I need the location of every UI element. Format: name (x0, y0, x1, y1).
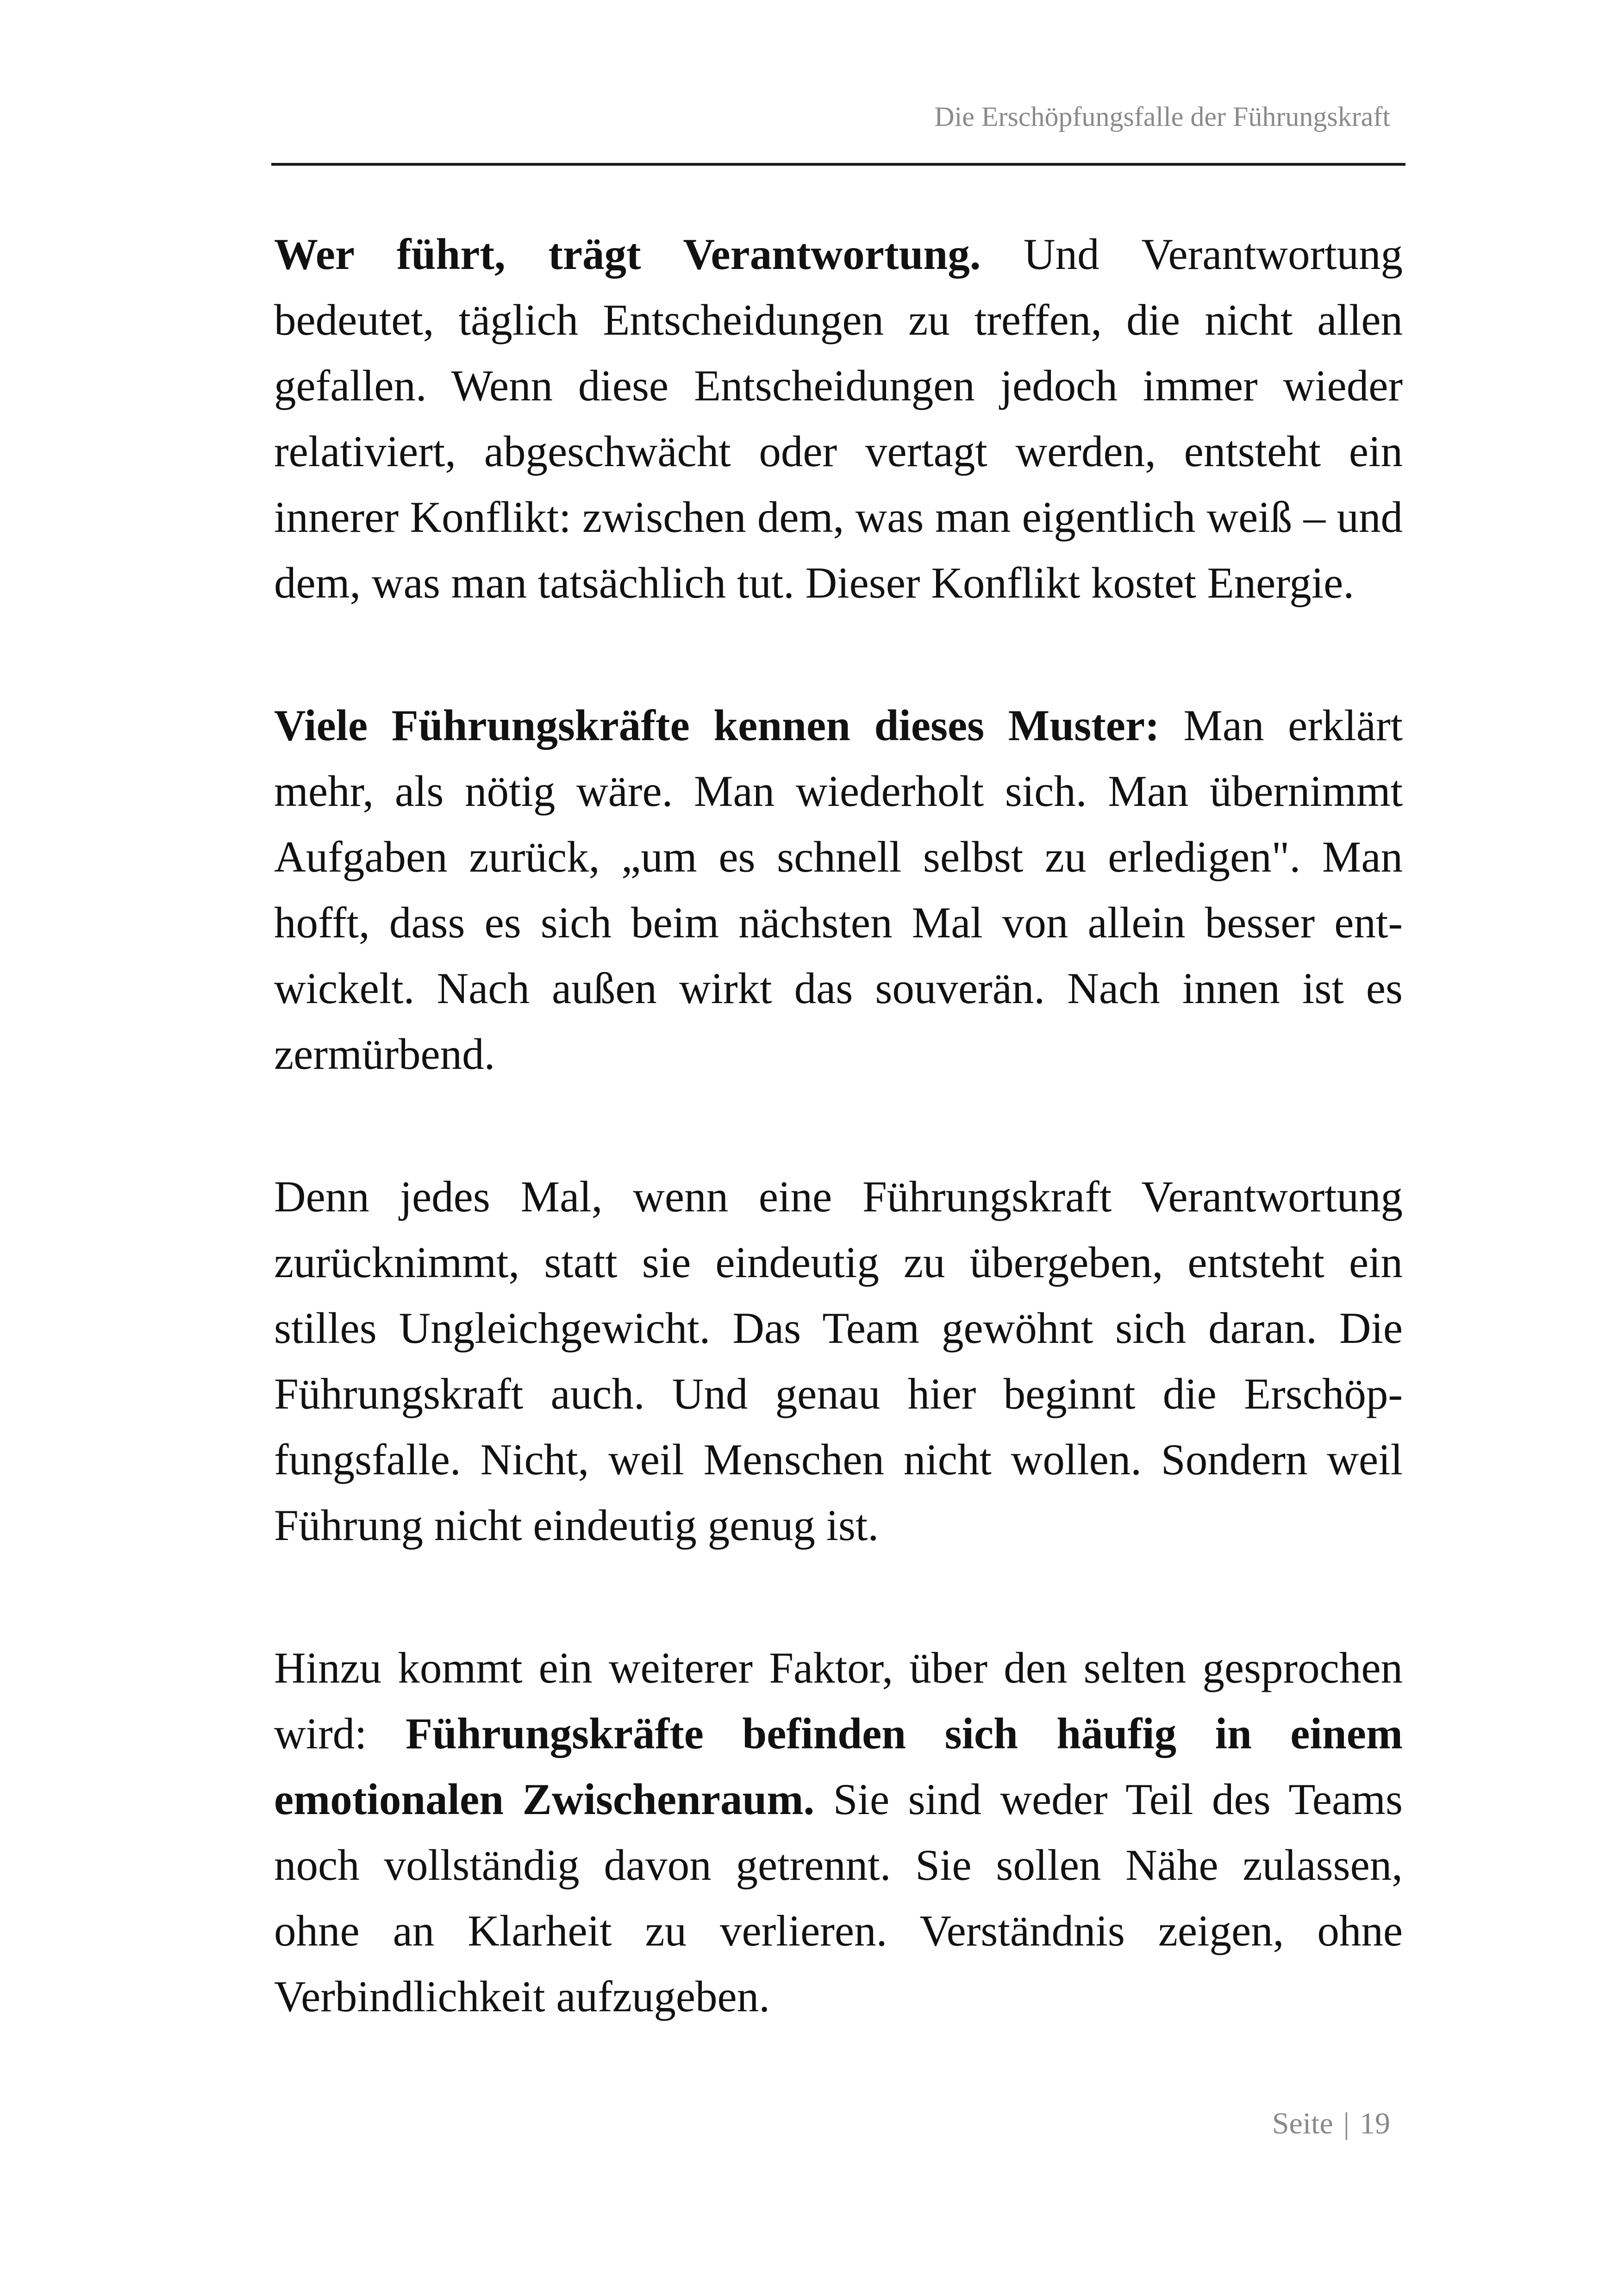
paragraph-3-text: Denn jedes Mal, wenn eine Führungskraft Verantwortung zurücknimmt, statt sie eindeutig zu übergeben, entsteht ein stilles Ungleichgewicht. Das Team gewöhnt sich daran. Die Führungskraft auch. Und genau hier beginnt die Erschöpfungsfalle. Nicht, weil Menschen nicht wollen. Sondern weil Führung nicht eindeutig genug ist. (274, 1172, 1403, 1550)
body-text (274, 221, 1403, 2106)
footer-separator: | (1343, 2107, 1349, 2140)
paragraph-1-lead: Wer führt, trägt Verantwortung. (274, 230, 981, 279)
paragraph-2 (274, 692, 1403, 1087)
paragraph-2-text: Man erklärt mehr, als nötig wäre. Man wiederholt sich. Man übernimmt Aufgaben zurück, „um es schnell selbst zu erledigen". Man hofft, dass es sich beim nächsten Mal von allein besser entwickelt. Nach außen wirkt das souverän. Nach innen ist es zermürbend. (274, 701, 1403, 1079)
paragraph-4-text-after: Sie sind weder Teil des Teams noch vollständig davon getrennt. Sie sollen Nähe zulassen, ohne an Klarheit zu verlieren. Verständnis zeigen, ohne Verbindlichkeit aufzugeben. (274, 1775, 1403, 2021)
paragraph-4 (274, 1635, 1403, 2029)
paragraph-2-lead: Viele Führungskräfte kennen dieses Muster: (274, 701, 1160, 750)
header-divider (271, 163, 1405, 166)
footer-label: Seite (1272, 2107, 1333, 2140)
paragraph-4-text-before: Hinzu kommt ein weiterer Faktor, über den selten gesprochen wird: (274, 1643, 1403, 1758)
running-header-title: Die Erschöpfungsfalle der Führungskraft (934, 101, 1390, 132)
page-footer (1272, 2108, 1390, 2139)
paragraph-4-emphasis: Führungskräfte befinden sich häufig in einem emotionalen Zwischenraum. (274, 1709, 1403, 1824)
paragraph-1 (274, 221, 1403, 616)
paragraph-3 (274, 1164, 1403, 1558)
page-number: 19 (1360, 2107, 1390, 2140)
paragraph-1-text: Und Verantwortung bedeutet, täglich Entscheidungen zu treffen, die nicht allen gefallen. Wenn diese Entscheidungen jedoch immer wieder relativiert, abgeschwächt oder vertagt werden, entsteht ein innerer Konflikt: zwischen dem, was man eigentlich weiß – und dem, was man tatsächlich tut. Dieser Konflikt kostet Energie. (274, 230, 1403, 607)
